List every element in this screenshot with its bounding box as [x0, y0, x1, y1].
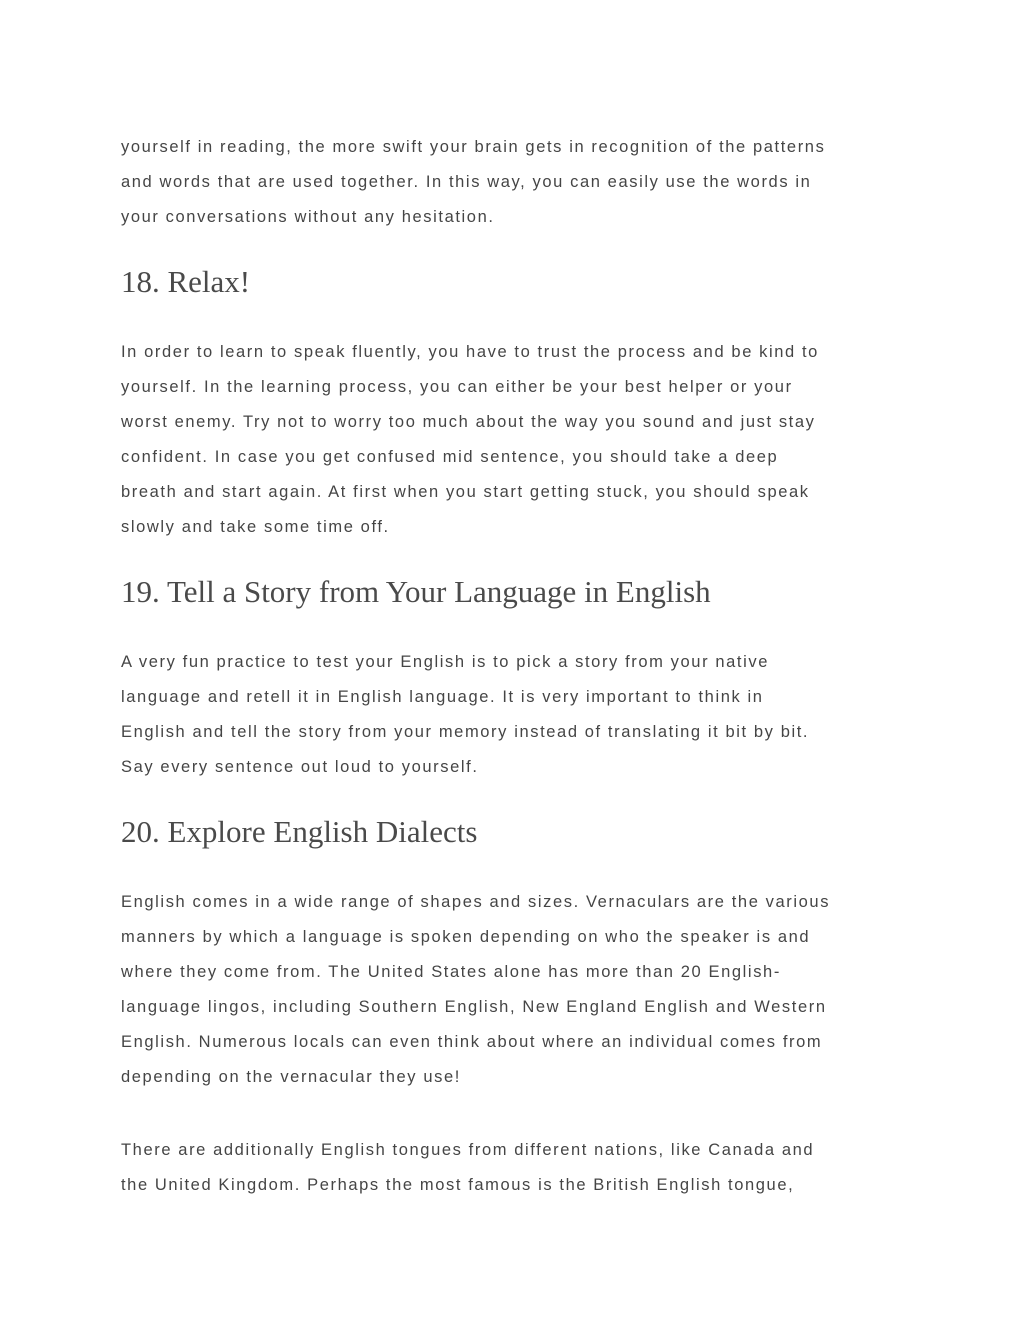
paragraph-line: language and retell it in English language. It is very important to think in	[121, 688, 764, 706]
paragraph-line: slowly and take some time off.	[121, 518, 390, 536]
paragraph-line: manners by which a language is spoken depending on who the speaker is and	[121, 928, 811, 946]
paragraph-line: and words that are used together. In this way, you can easily use the words in	[121, 173, 812, 191]
paragraph-line: Say every sentence out loud to yourself.	[121, 758, 479, 776]
section-heading-explore-dialects: 20. Explore English Dialects	[121, 814, 478, 849]
paragraph-line: A very fun practice to test your English is to pick a story from your native	[121, 653, 769, 671]
paragraph-line: breath and start again. At first when you start getting stuck, you should speak	[121, 483, 810, 501]
paragraph-line: language lingos, including Southern English, New England English and Western	[121, 998, 827, 1016]
paragraph-line: In order to learn to speak fluently, you have to trust the process and be kind to	[121, 343, 819, 361]
paragraph-line: yourself. In the learning process, you can either be your best helper or your	[121, 378, 793, 396]
paragraph-line: depending on the vernacular they use!	[121, 1068, 461, 1086]
paragraph-line: worst enemy. Try not to worry too much about the way you sound and just stay	[121, 413, 816, 431]
section-heading-tell-a-story: 19. Tell a Story from Your Language in English	[121, 574, 711, 609]
paragraph-line: yourself in reading, the more swift your brain gets in recognition of the patterns	[121, 138, 826, 156]
paragraph-line: English. Numerous locals can even think about where an individual comes from	[121, 1033, 823, 1051]
paragraph-line: your conversations without any hesitation.	[121, 208, 495, 226]
paragraph-line: the United Kingdom. Perhaps the most famous is the British English tongue,	[121, 1176, 795, 1194]
paragraph-line: English comes in a wide range of shapes and sizes. Vernaculars are the various	[121, 893, 831, 911]
paragraph-line: English and tell the story from your memory instead of translating it bit by bit.	[121, 723, 810, 741]
paragraph-line: where they come from. The United States alone has more than 20 English-	[121, 963, 781, 981]
paragraph-line: confident. In case you get confused mid sentence, you should take a deep	[121, 448, 779, 466]
paragraph-line: There are additionally English tongues from different nations, like Canada and	[121, 1141, 815, 1159]
section-heading-relax: 18. Relax!	[121, 264, 251, 299]
